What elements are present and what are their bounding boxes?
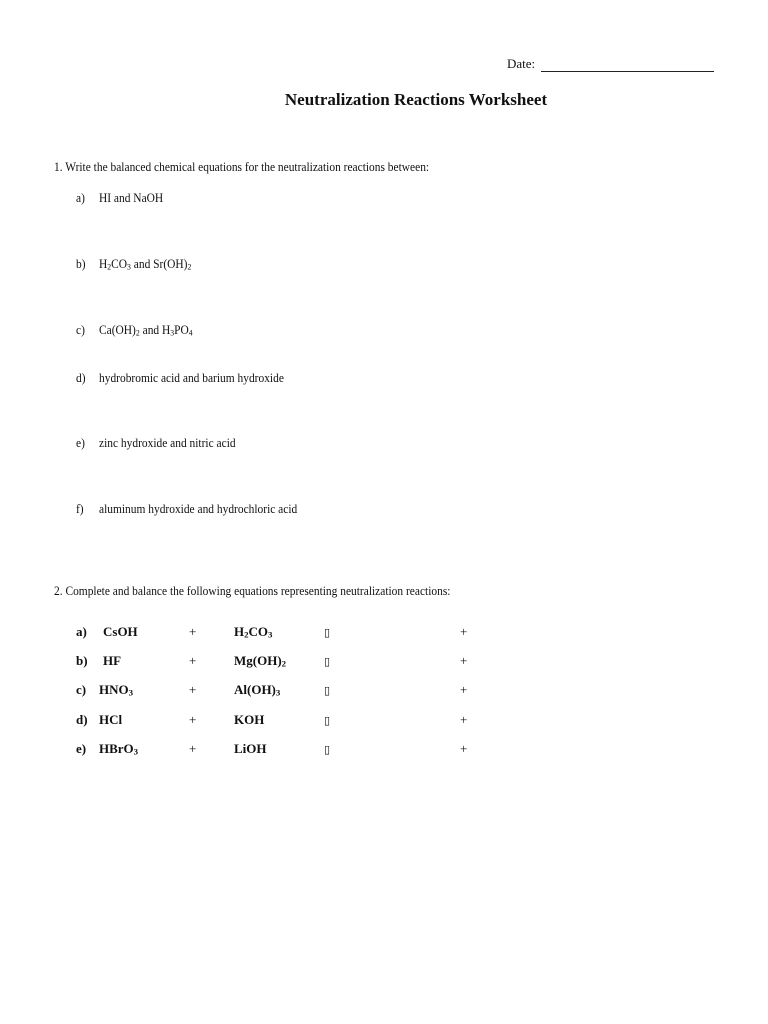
date-label: Date: (507, 56, 536, 71)
q2-row-c-letter: c) (76, 682, 87, 697)
q2-row-a-plus-1: + (189, 624, 197, 639)
q2-row-b-plus-1: + (189, 653, 197, 668)
q2-row-d-plus-2: + (460, 712, 468, 727)
q1-item-e-text: zinc hydroxide and nitric acid (99, 435, 236, 450)
q2-row-d-reactant-2: KOH (234, 712, 265, 727)
q2-row-b-plus-2: + (460, 653, 468, 668)
q1-item-f-letter: f) (76, 501, 84, 516)
q2-row-d-letter: d) (76, 712, 88, 727)
question-2-text: 2. Complete and balance the following equations representing neutralization reactions: (54, 583, 451, 598)
q2-row-e-reactant-2: LiOH (234, 741, 267, 756)
q1-item-f-text: aluminum hydroxide and hydrochloric acid (99, 501, 298, 516)
q2-row-c-plus-1: + (189, 682, 197, 697)
q2-row-d-arrow-icon: ▯ (324, 714, 331, 727)
q1-item-a-text: HI and NaOH (99, 190, 164, 205)
q2-row-d-plus-1: + (189, 712, 197, 727)
q2-row-b-reactant-1: HF (103, 653, 122, 668)
worksheet-title: Neutralization Reactions Worksheet (284, 90, 548, 109)
q2-row-b-arrow-icon: ▯ (324, 655, 331, 668)
q2-row-e-arrow-icon: ▯ (324, 743, 331, 756)
q2-row-c-arrow-icon: ▯ (324, 684, 331, 697)
q2-row-e-plus-1: + (189, 741, 197, 756)
q1-item-d-letter: d) (76, 370, 86, 385)
q1-item-b-text: $H_2CO_3$ and $Sr(OH)_2$ (99, 256, 192, 272)
q1-item-d-text: hydrobromic acid and barium hydroxide (99, 370, 284, 385)
q1-item-c-text: $Ca(OH)_2$ and $H_3PO_4$ (99, 322, 193, 338)
q2-row-a-letter: a) (76, 624, 87, 639)
q2-row-c-plus-2: + (460, 682, 468, 697)
q1-item-b-letter: b) (76, 256, 86, 271)
q2-row-e-letter: e) (76, 741, 87, 756)
q2-row-b-letter: b) (76, 653, 88, 668)
q2-row-a-arrow-icon: ▯ (324, 626, 331, 639)
q2-row-a-reactant-1: CsOH (103, 624, 138, 639)
q2-row-e-plus-2: + (460, 741, 468, 756)
q2-row-d-reactant-1: HCl (99, 712, 123, 727)
q1-item-a-letter: a) (76, 190, 85, 205)
q2-row-c-reactant-1: $HNO_3$ (99, 682, 134, 698)
q2-row-c-reactant-2: $Al(OH)_3$ (234, 682, 281, 698)
q2-row-e-reactant-1: HBrO$_3$ (99, 741, 139, 757)
question-1-text: 1. Write the balanced chemical equations for the neutralization reactions between: (54, 159, 430, 174)
q1-item-e-letter: e) (76, 435, 85, 450)
q2-row-a-reactant-2: $H_2CO_3$ (234, 624, 273, 640)
q1-item-c-letter: c) (76, 322, 85, 337)
q2-row-a-plus-2: + (460, 624, 468, 639)
date-input-line[interactable] (541, 71, 714, 72)
q2-row-b-reactant-2: $Mg(OH)_2$ (234, 653, 287, 669)
